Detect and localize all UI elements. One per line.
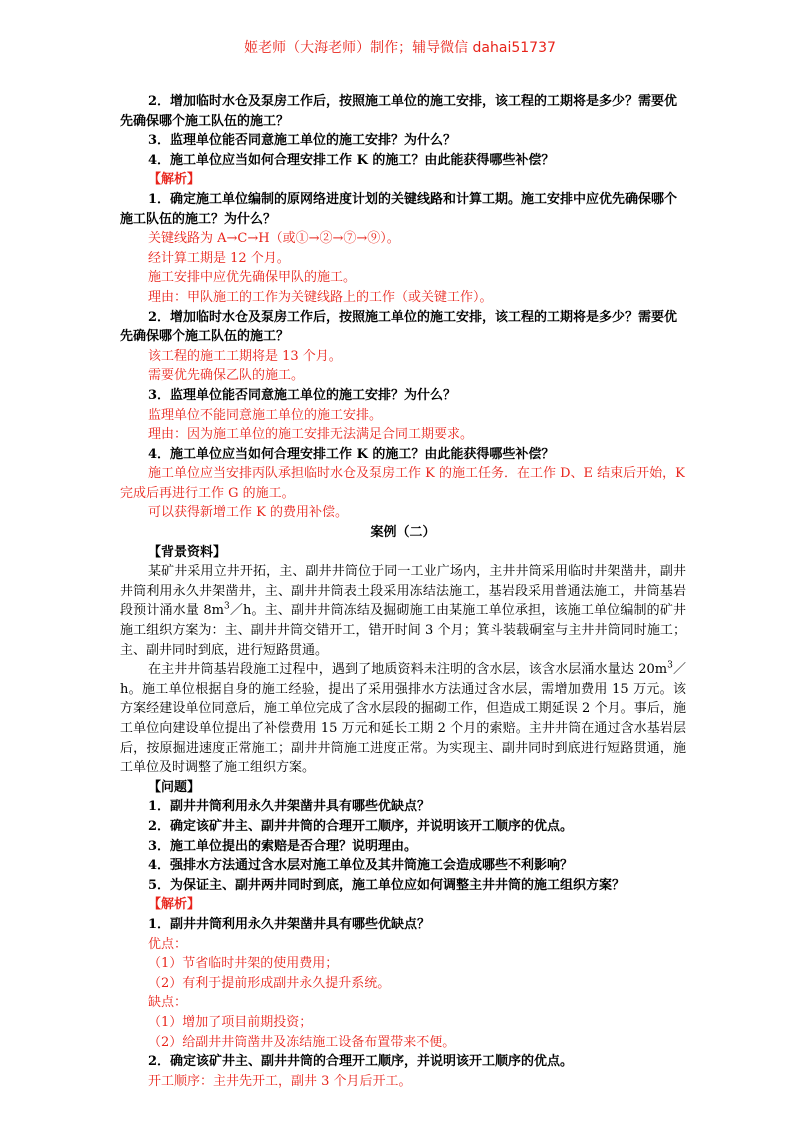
case-question-1: 1．副井井筒利用永久井架凿井具有哪些优缺点？ [148, 799, 431, 815]
analysis-question-3: 3．监理单位能否同意施工单位的施工安排？为什么？ [148, 387, 457, 403]
case-analysis-question-1: 1．副井井筒利用永久井架凿井具有哪些优缺点？ [148, 916, 431, 932]
question-3: 3．监理单位能否同意施工单位的施工安排？为什么？ [148, 133, 457, 149]
text-run: ／h。主、副井井筒冻结及掘砌施工由某施工单位承担，该施工单位编制的矿井施工组织方案为：主、副井井筒交错开工，错开时间 3 个月；箕斗装载硐室与主井井筒同时施工；主、副井同时到底，进行短路贯通。 [120, 603, 687, 658]
text-run: 在主井井筒基岩段施工过程中，遇到了地质资料未注明的含水层，该含水层涌水量达 20m [148, 662, 668, 678]
answer-line: 理由：甲队施工的工作为关键线路上的工作（或关键工作）。 [148, 289, 493, 305]
answer-line: （2）有利于提前形成副井永久提升系统。 [148, 975, 391, 991]
answer-line: 施工单位应当安排丙队承担临时水仓及泵房工作 K 的施工任务．在工作 D、E 结束后开始，K 完成后再进行工作 G 的施工。 [120, 466, 685, 501]
answer-line: 理由：因为施工单位的施工安排无法满足合同工期要求。 [148, 427, 474, 443]
answer-line: （1）节省临时井架的使用费用； [148, 956, 339, 972]
analysis-question-2: 2．增加临时水仓及泵房工作后，按照施工单位的施工安排，该工程的工期将是多少？需要优先确保哪个施工队伍的施工？ [120, 309, 678, 345]
answer-line: （1）增加了项目前期投资； [148, 1014, 313, 1030]
analysis-question-4: 4．施工单位应当如何合理安排工作 K 的施工？由此能获得哪些补偿？ [148, 446, 555, 462]
case-title: 案例（二） [370, 525, 436, 541]
analysis-label: 【解析】 [148, 897, 201, 913]
answer-line: （2）给副井井筒凿井及冻结施工设备布置带来不便。 [148, 1034, 456, 1050]
case-question-3: 3．施工单位提出的索赔是否合理？说明理由。 [148, 838, 418, 854]
questions-label: 【问题】 [148, 779, 201, 795]
superscript: 3 [667, 660, 673, 671]
answer-line: 监理单位不能同意施工单位的施工安排。 [148, 407, 383, 423]
answer-line: 缺点： [148, 995, 188, 1011]
answer-line: 优点： [148, 936, 188, 952]
case-question-2: 2．确定该矿井主、副井井筒的合理开工顺序，并说明该开工顺序的优点。 [148, 818, 574, 834]
analysis-label: 【解析】 [148, 172, 201, 188]
text-run: ／h。施工单位根据自身的施工经验，提出了采用强排水方法通过含水层，需增加费用 15 万元。该方案经建设单位同意后，施工单位完成了含水层段的掘砌工作，但造成工期延误 2 个月。事后，施工单位向建设单位提出了补偿费用 15 万元和延长工期 2 个月的索赔。主井井筒在通过含水基岩层后，按原掘进速度正常施工；副井井筒施工进度正常。为实现主、副井同时到底进行短路贯通，施工单位及时调整了施工组织方案。 [120, 662, 686, 776]
answer-line: 该工程的施工工期将是 13 个月。 [148, 348, 342, 364]
text-run: 某矿井采用立井开拓，主、副井井筒位于同一工业广场内，主井井筒采用临时井架凿井，副井井筒利用永久井架凿井，主、副井井筒表土段采用冻结法施工，基岩段采用普通法施工，井筒基岩段预计涌水量 8m [120, 564, 686, 619]
analysis-question-1: 1．确定施工单位编制的原网络进度计划的关键线路和计算工期。施工安排中应优先确保哪个施工队伍的施工？为什么？ [120, 191, 678, 227]
answer-line: 施工安排中应优先确保甲队的施工。 [148, 270, 357, 286]
answer-line: 开工顺序：主井先开工，副井 3 个月后开工。 [148, 1073, 412, 1089]
document-body [120, 92, 686, 1091]
answer-line: 可以获得新增工作 K 的费用补偿。 [148, 505, 348, 521]
background-paragraph-1 [120, 562, 686, 660]
background-paragraph-2 [120, 660, 686, 778]
answer-line: 关键线路为 A→C→H（或①→②→⑦→⑨）。 [148, 231, 400, 247]
case-question-5: 5．为保证主、副井两井同时到底，施工单位应如何调整主井井筒的施工组织方案？ [148, 877, 626, 893]
answer-line: 需要优先确保乙队的施工。 [148, 368, 305, 384]
question-4: 4．施工单位应当如何合理安排工作 K 的施工？由此能获得哪些补偿？ [148, 152, 555, 168]
case-analysis-question-2: 2．确定该矿井主、副井井筒的合理开工顺序，并说明该开工顺序的优点。 [148, 1054, 574, 1070]
background-label: 【背景资料】 [148, 544, 227, 560]
answer-line: 经计算工期是 12 个月。 [148, 250, 290, 266]
case-question-4: 4．强排水方法通过含水层对施工单位及其井筒施工会造成哪些不利影响？ [148, 858, 574, 874]
page-header: 姬老师（大海老师）制作；辅导微信 dahai51737 [244, 40, 556, 56]
question-2: 2．增加临时水仓及泵房工作后，按照施工单位的施工安排，该工程的工期将是多少？需要优先确保哪个施工队伍的施工？ [120, 94, 678, 129]
superscript: 3 [223, 602, 230, 613]
